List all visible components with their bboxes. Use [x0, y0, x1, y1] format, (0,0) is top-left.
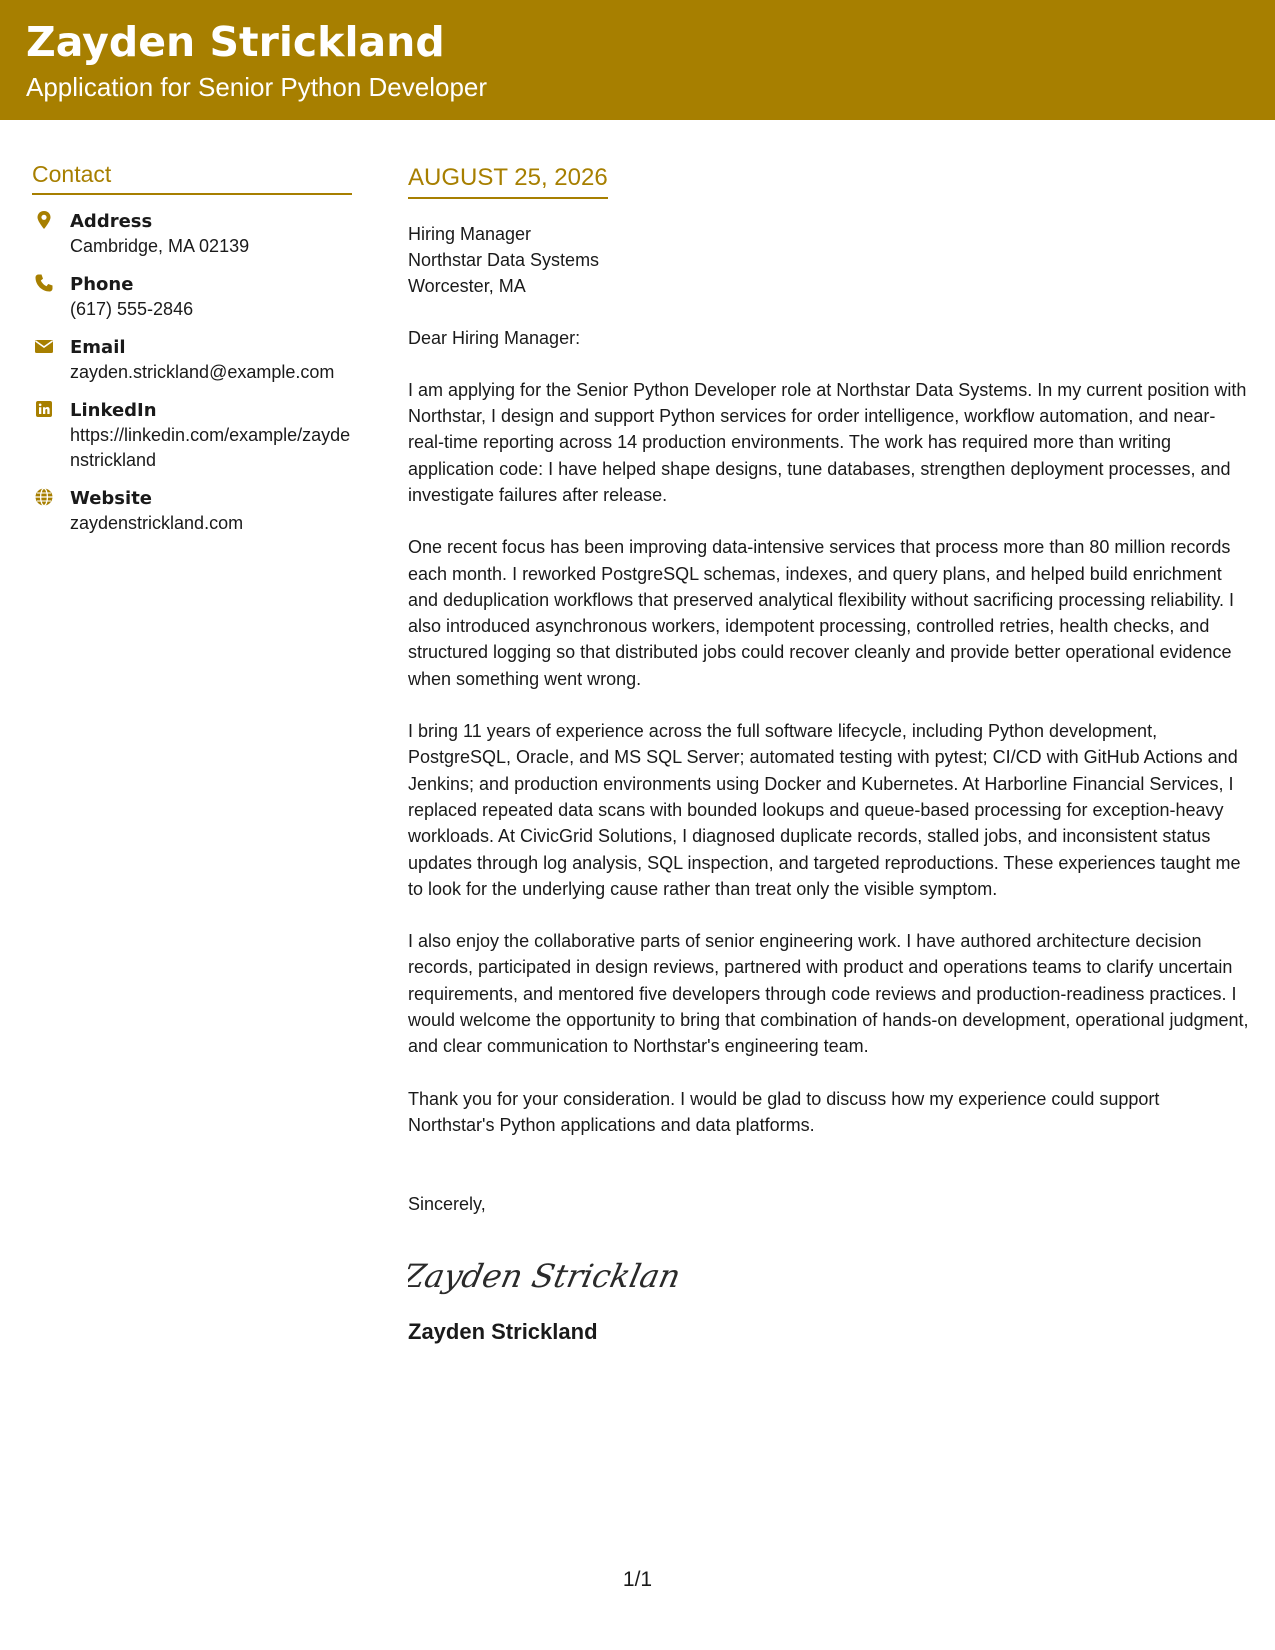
- contact-value: https://linkedin.com/example/zaydenstrickland: [70, 425, 351, 471]
- letter-body: [408, 164, 1250, 1346]
- handwritten-signature: [408, 1243, 1250, 1303]
- signer-name: Zayden Strickland: [408, 1319, 598, 1345]
- contact-label: Phone: [70, 274, 134, 296]
- letter-paragraph: I am applying for the Senior Python Developer role at Northstar Data Systems. In my current position with Northstar, I design and support Python services for order intelligence, workflow automation, and near-real-time reporting across 14 production environments. The work has required more than writing application code: I have helped shape designs, tune databases, strengthen deployment processes, and investigate failures after release.: [408, 379, 1247, 505]
- envelope-icon: [34, 336, 54, 356]
- contact-address: [32, 209, 352, 259]
- contact-email: [32, 335, 352, 385]
- recipient-line: Hiring Manager: [408, 223, 532, 244]
- letter-paragraph: Thank you for your consideration. I would be glad to discuss how my experience could support Northstar's Python applications and data platforms.: [408, 1088, 1160, 1135]
- letter-paragraph: I also enjoy the collaborative parts of senior engineering work. I have authored architecture decision records, participated in design reviews, partnered with product and operations teams to clarify uncertain requirements, and mentored five developers through code reviews and production-readiness practices. I would welcome the opportunity to bring that combination of hands-on development, operational judgment, and clear communication to Northstar's engineering team.: [408, 931, 1249, 1057]
- contact-value: zayden.strickland@example.com: [70, 362, 335, 383]
- application-subtitle: Application for Senior Python Developer: [26, 72, 488, 102]
- contact-label: Website: [70, 488, 153, 510]
- contact-label: Address: [70, 211, 153, 233]
- phone-icon: [34, 273, 54, 293]
- recipient-line: Northstar Data Systems: [408, 249, 600, 270]
- contact-value: Cambridge, MA 02139: [70, 236, 250, 257]
- contact-label: Email: [70, 337, 126, 359]
- linkedin-icon: [34, 399, 54, 419]
- signature-graphic: [408, 1243, 678, 1303]
- contact-sidebar: [32, 162, 352, 536]
- recipient-block: [408, 221, 1250, 299]
- recipient-line: Worcester, MA: [408, 275, 526, 296]
- contact-website: [32, 486, 352, 536]
- salutation: Dear Hiring Manager:: [408, 327, 581, 348]
- contact-value: (617) 555-2846: [70, 299, 194, 320]
- contact-value: zaydenstrickland.com: [70, 513, 244, 534]
- contact-linkedin: [32, 398, 352, 473]
- letter-date: AUGUST 25, 2026: [408, 164, 608, 199]
- letter-paragraph: I bring 11 years of experience across the full software lifecycle, including Python development, PostgreSQL, Oracle, and MS SQL Server; automated testing with pytest; CI/CD with GitHub Actions and Jenkins; and production environments using Docker and Kubernetes. At Harborline Financial Services, I replaced repeated data scans with bounded lookups and queue-based processing for exception-heavy workloads. At CivicGrid Solutions, I diagnosed duplicate records, stalled jobs, and inconsistent status updates through log analysis, SQL inspection, and targeted reproductions. These experiences taught me to look for the underlying cause rather than treat only the visible symptom.: [408, 721, 1241, 899]
- letter-paragraph: One recent focus has been improving data-intensive services that process more than 80 million records each month. I reworked PostgreSQL schemas, indexes, and query plans, and helped build enrichment and deduplication workflows that preserved analytical flexibility without sacrificing processing reliability. I also introduced asynchronous workers, idempotent processing, controlled retries, health checks, and structured logging so that distributed jobs could recover cleanly and provide better operational evidence when something went wrong.: [408, 537, 1235, 689]
- applicant-name: Zayden Strickland: [26, 18, 445, 66]
- contact-label: LinkedIn: [70, 400, 157, 422]
- contact-heading: Contact: [32, 162, 352, 195]
- globe-icon: [34, 487, 54, 507]
- map-pin-icon: [34, 210, 54, 230]
- signature-text: Zayden Stricklan: [408, 1257, 678, 1296]
- contact-phone: [32, 272, 352, 322]
- closing: Sincerely,: [408, 1194, 486, 1215]
- header-banner: [0, 0, 1275, 120]
- page-number: 1/1: [622, 1568, 653, 1591]
